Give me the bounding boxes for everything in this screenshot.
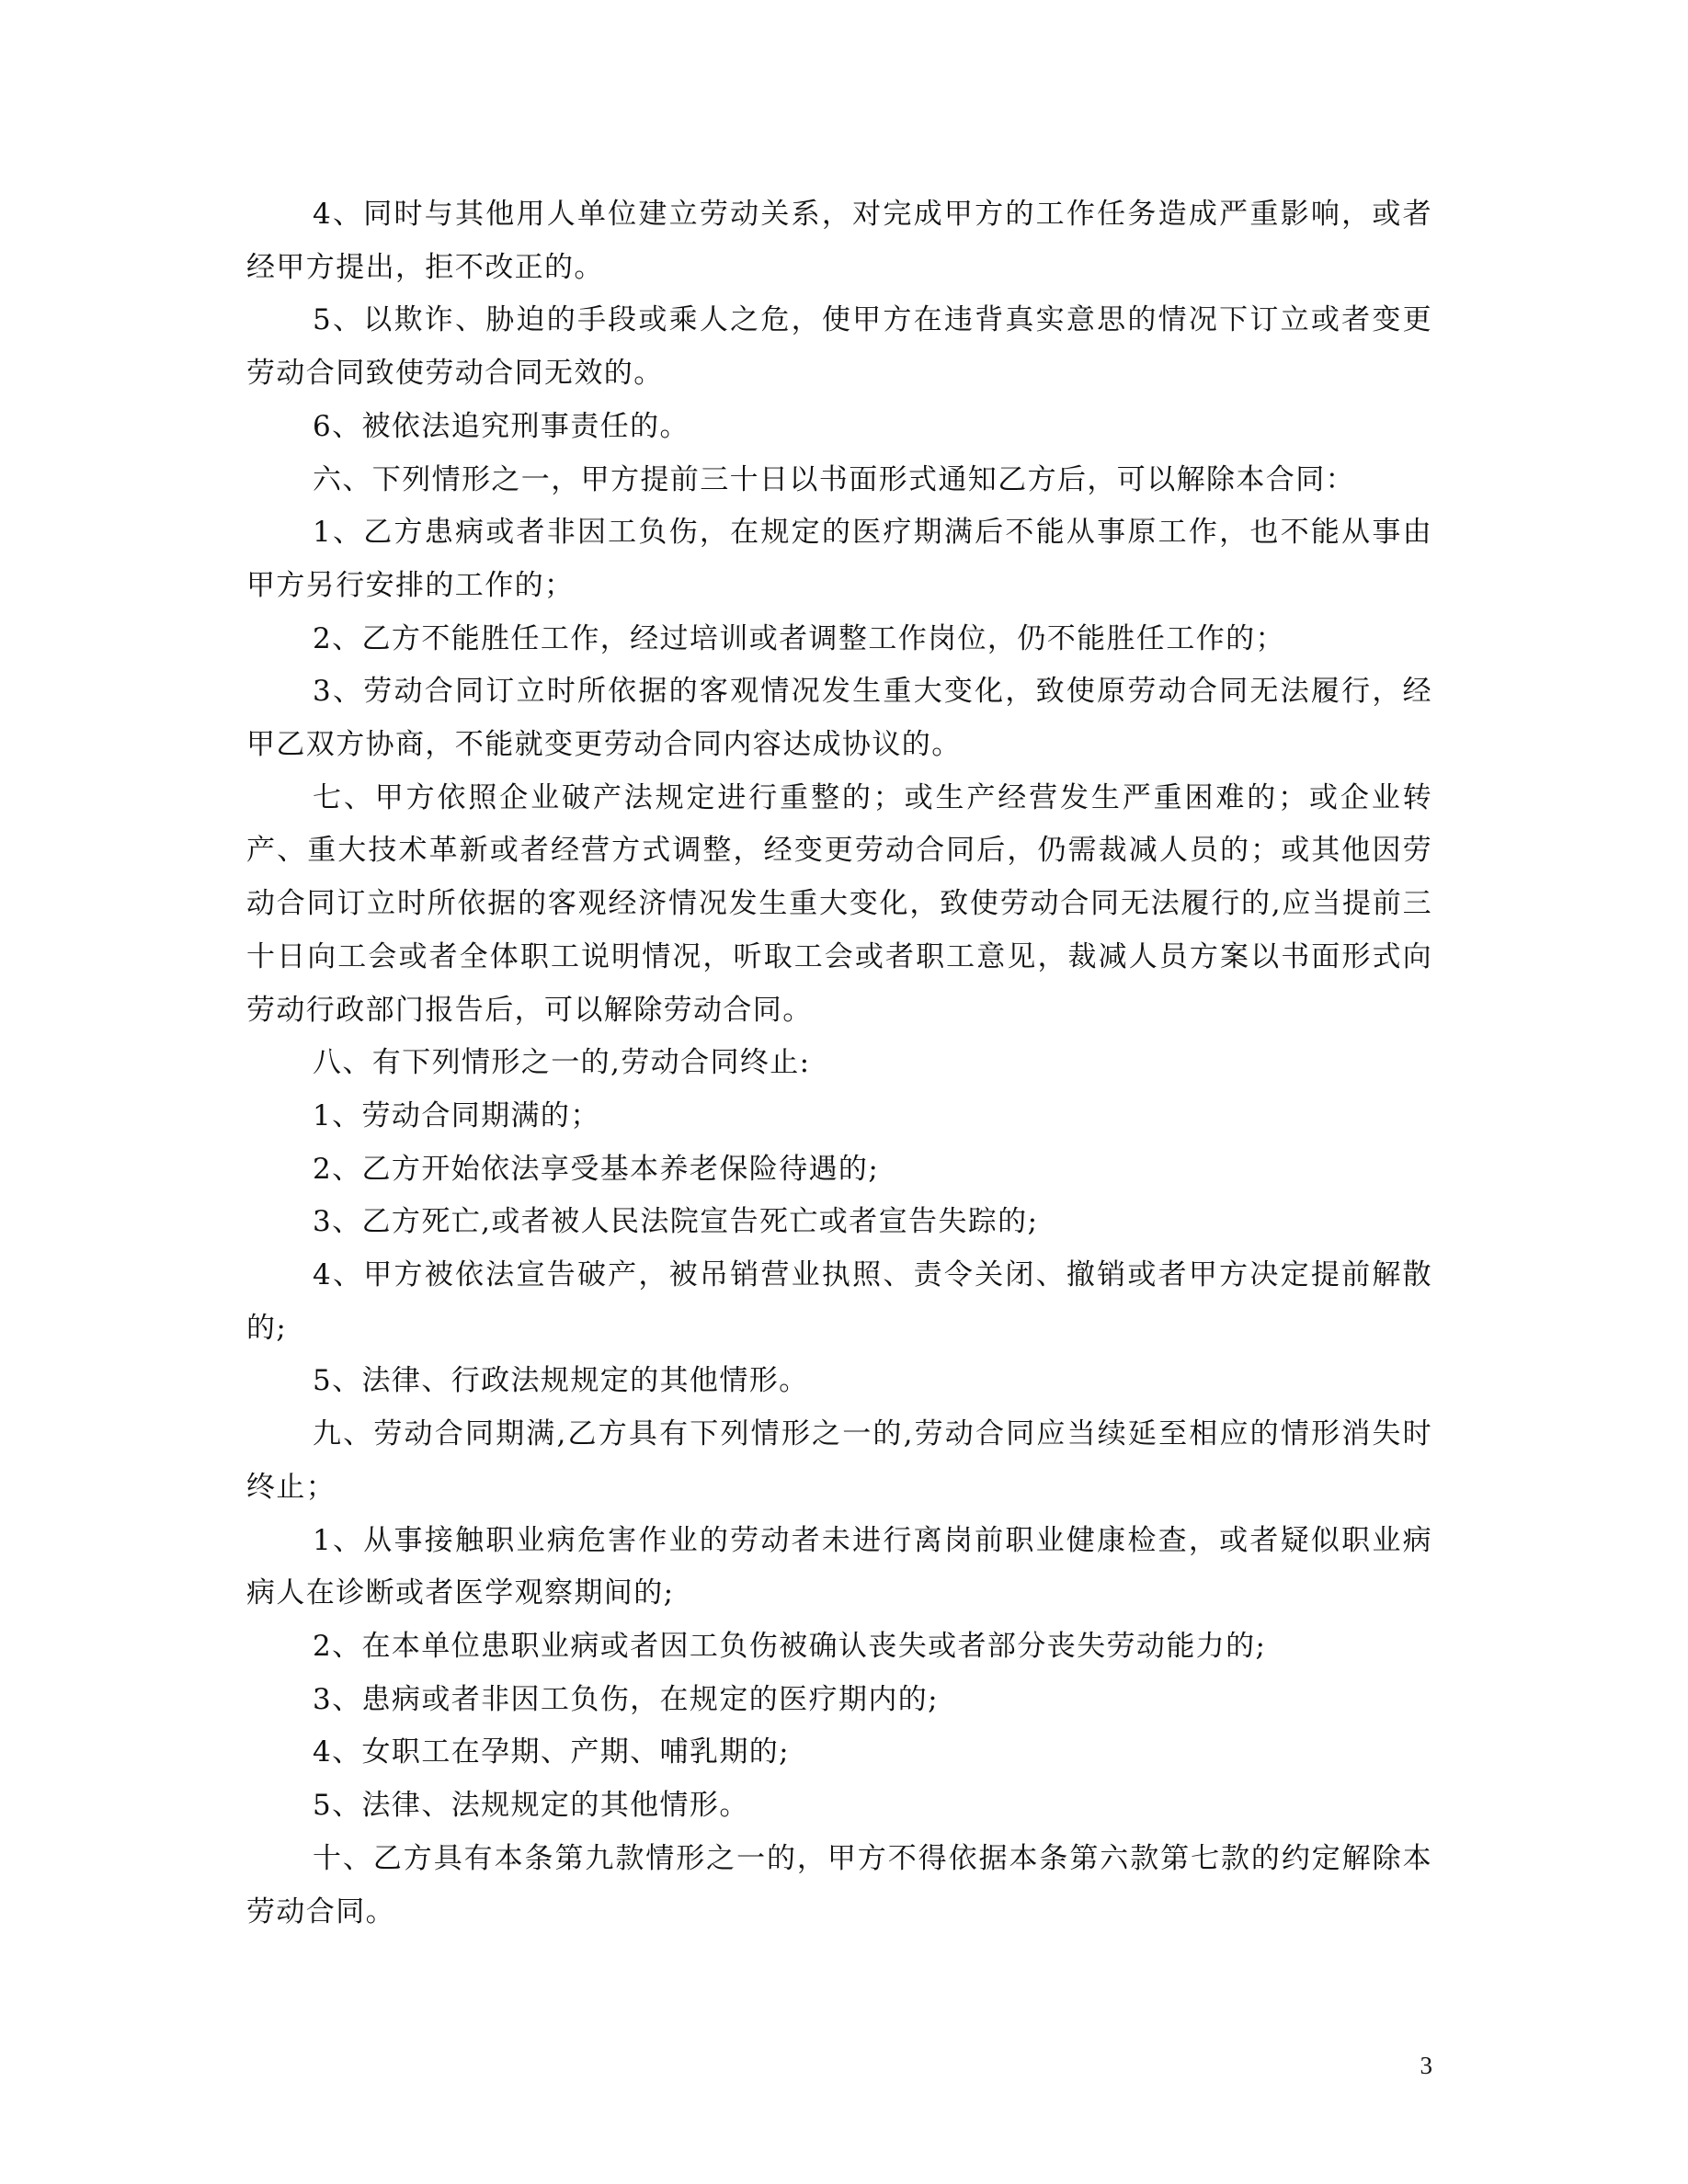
- paragraph-clause-6: 六、下列情形之一，甲方提前三十日以书面形式通知乙方后，可以解除本合同：: [313, 462, 1355, 496]
- paragraph-clause-6-2: 2、乙方不能胜任工作，经过培训或者调整工作岗位，仍不能胜任工作的；: [313, 621, 1285, 655]
- paragraph-clause-8-3: 3、乙方死亡,或者被人民法院宣告死亡或者宣告失踪的;: [313, 1205, 1039, 1239]
- paragraph-clause-9: 九、劳动合同期满,乙方具有下列情形之一的,劳动合同应当续延至相应的情形消失时终止；: [246, 1417, 1432, 1504]
- paragraph-clause-5-6: 6、被依法追究刑事责任的。: [313, 409, 690, 443]
- paragraph-clause-6-1: 1、乙方患病或者非因工负伤，在规定的医疗期满后不能从事原工作，也不能从事由甲方另行安排的工作的；: [246, 516, 1432, 602]
- paragraph-clause-9-2: 2、在本单位患职业病或者因工负伤被确认丧失或者部分丧失劳动能力的;: [313, 1629, 1267, 1663]
- paragraph-clause-9-5: 5、法律、法规规定的其他情形。: [313, 1789, 749, 1823]
- paragraph-clause-8: 八、有下列情形之一的,劳动合同终止:: [313, 1046, 811, 1080]
- paragraph-clause-8-5: 5、法律、行政法规规定的其他情形。: [313, 1364, 809, 1398]
- paragraph-clause-8-4: 4、甲方被依法宣告破产，被吊销营业执照、责令关闭、撤销或者甲方决定提前解散的;: [246, 1258, 1432, 1345]
- paragraph-clause-5-4: 4、同时与其他用人单位建立劳动关系，对完成甲方的工作任务造成严重影响，或者经甲方提出，拒不改正的。: [246, 198, 1432, 284]
- paragraph-clause-9-1: 1、从事接触职业病危害作业的劳动者未进行离岗前职业健康检查，或者疑似职业病病人在诊断或者医学观察期间的;: [246, 1523, 1432, 1610]
- document-body: [246, 188, 1432, 1939]
- paragraph-clause-10: 十、乙方具有本条第九款情形之一的，甲方不得依据本条第六款第七款的约定解除本劳动合同。: [246, 1841, 1432, 1928]
- paragraph-clause-6-3: 3、劳动合同订立时所依据的客观情况发生重大变化，致使原劳动合同无法履行，经甲乙双方协商，不能就变更劳动合同内容达成协议的。: [246, 675, 1432, 762]
- page-number: 3: [1420, 2052, 1432, 2079]
- paragraph-clause-8-1: 1、劳动合同期满的；: [313, 1098, 600, 1132]
- paragraph-clause-7: 七、甲方依照企业破产法规定进行重整的；或生产经营发生严重困难的；或企业转产、重大技术革新或者经营方式调整，经变更劳动合同后，仍需裁减人员的；或其他因劳动合同订立时所依据的客观经济情况发生重大变化，致使劳动合同无法履行的,应当提前三十日向工会或者全体职工说明情况，听取工会或者职工意见，裁减人员方案以书面形式向劳动行政部门报告后，可以解除劳动合同。: [246, 780, 1432, 1027]
- paragraph-clause-8-2: 2、乙方开始依法享受基本养老保险待遇的;: [313, 1152, 880, 1186]
- paragraph-clause-9-4: 4、女职工在孕期、产期、哺乳期的;: [313, 1735, 790, 1769]
- paragraph-clause-9-3: 3、患病或者非因工负伤，在规定的医疗期内的;: [313, 1682, 939, 1716]
- paragraph-clause-5-5: 5、以欺诈、胁迫的手段或乘人之危，使甲方在违背真实意思的情况下订立或者变更劳动合同致使劳动合同无效的。: [246, 303, 1432, 391]
